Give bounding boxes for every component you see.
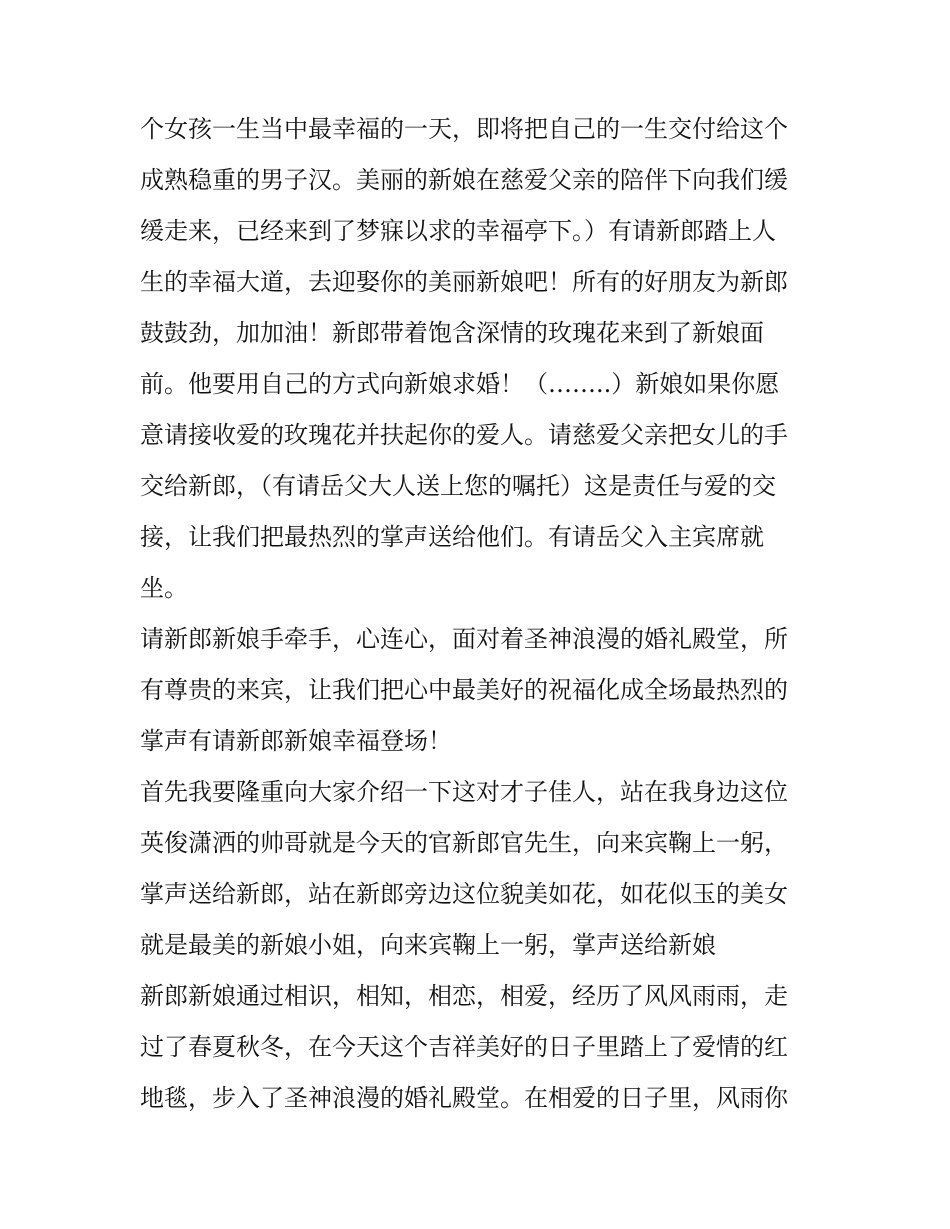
text-line-5: 鼓鼓劲，加加油！新郎带着饱含深情的玫瑰花来到了新娘面: [140, 319, 764, 347]
text-line-1: 个女孩一生当中最幸福的一天，即将把自己的一生交付给这个: [140, 115, 788, 143]
text-line-9: 接，让我们把最热烈的掌声送给他们。有请岳父入主宾席就: [140, 523, 764, 551]
text-line-10: 坐。: [140, 574, 188, 602]
text-line-3: 缓走来，已经来到了梦寐以求的幸福亭下。）有请新郎踏上人: [140, 217, 776, 245]
text-line-16: 掌声送给新郎，站在新郎旁边这位貌美如花，如花似玉的美女: [140, 880, 788, 908]
text-line-13: 掌声有请新郎新娘幸福登场！: [140, 727, 452, 755]
text-line-11: 请新郎新娘手牵手，心连心，面对着圣神浪漫的婚礼殿堂，所: [140, 625, 788, 653]
text-line-8: 交给新郎，（有请岳父大人送上您的嘱托）这是责任与爱的交: [140, 472, 776, 500]
text-line-15: 英俊潇洒的帅哥就是今天的官新郎官先生，向来宾鞠上一躬，: [140, 829, 788, 857]
text-line-7: 意请接收爱的玫瑰花并扶起你的爱人。请慈爱父亲把女儿的手: [140, 421, 788, 449]
text-line-4: 生的幸福大道，去迎娶你的美丽新娘吧！所有的好朋友为新郎: [140, 268, 788, 296]
text-line-12: 有尊贵的来宾，让我们把心中最美好的祝福化成全场最热烈的: [140, 676, 788, 704]
body-text: [140, 107, 820, 1127]
text-line-14: 首先我要隆重向大家介绍一下这对才子佳人，站在我身边这位: [140, 778, 788, 806]
text-line-6: 前。他要用自己的方式向新娘求婚！（……..）新娘如果你愿: [140, 370, 780, 398]
text-line-18: 新郎新娘通过相识，相知，相恋，相爱，经历了风风雨雨，走: [140, 982, 788, 1010]
text-line-20: 地毯，步入了圣神浪漫的婚礼殿堂。在相爱的日子里，风雨你: [140, 1084, 788, 1112]
text-line-2: 成熟稳重的男子汉。美丽的新娘在慈爱父亲的陪伴下向我们缓: [140, 166, 788, 194]
text-line-19: 过了春夏秋冬，在今天这个吉祥美好的日子里踏上了爱情的红: [140, 1033, 788, 1061]
text-line-17: 就是最美的新娘小姐，向来宾鞠上一躬，掌声送给新娘: [140, 931, 716, 959]
